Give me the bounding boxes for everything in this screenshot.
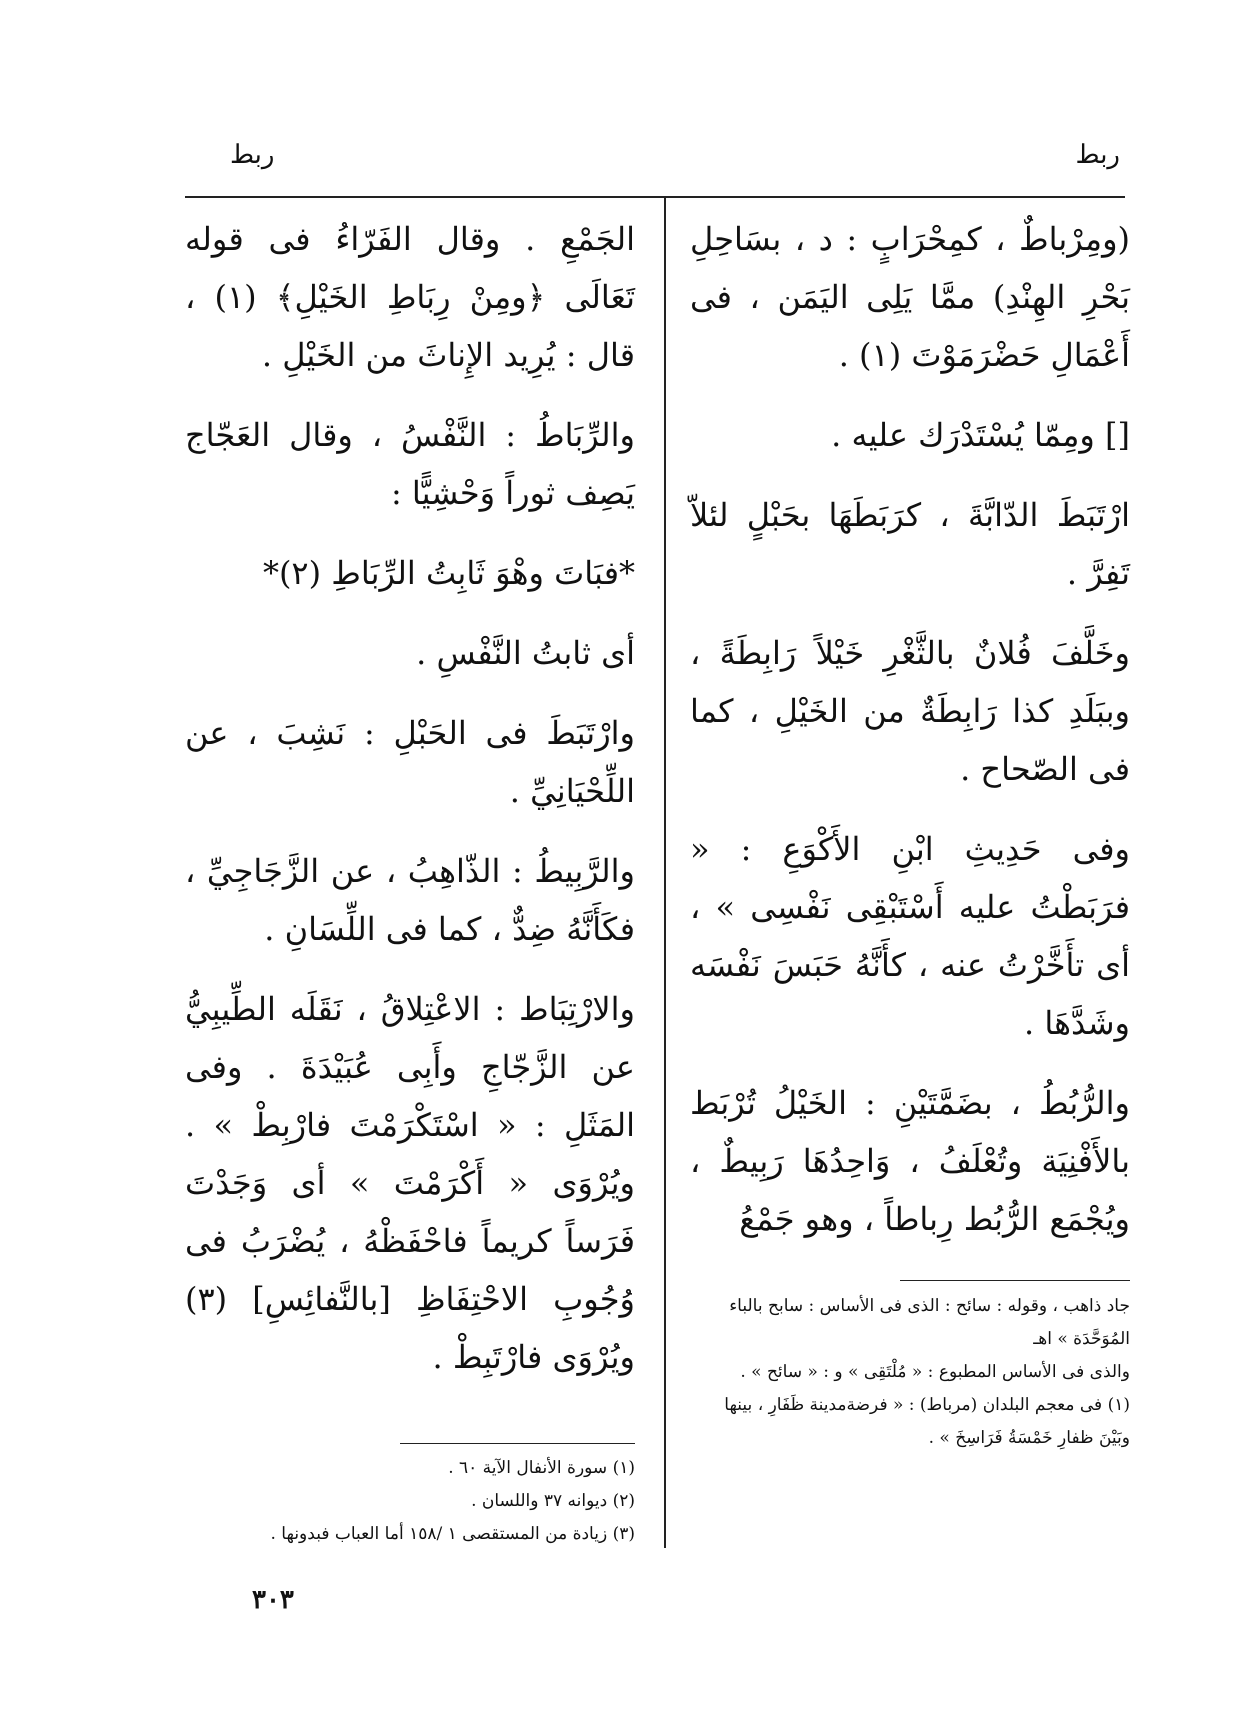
footnote-rule-right [900, 1280, 1130, 1281]
verse-line: *فبَاتَ وهْوَ ثَابِتُ الرِّبَاطِ (٢)* [262, 554, 635, 592]
footnote: (٢) ديوانه ٣٧ واللسان . [471, 1491, 635, 1511]
paragraph: وفى حَدِيثِ ابْنِ الأَكْوَعِ : « فرَبَطْتُ عليه أَسْتَبْقِى نَفْسِى » ، أى تأَخَّرْتُ عنه ، كأَنَّهُ حَبَسَ نَفْسَه وشَدَّهَا . [690, 830, 1130, 1042]
paragraph: والرَّبِيطُ : الذّاهِبُ ، عن الزَّجَاجِيِّ ، فكَأَنَّهُ ضِدٌّ ، كما فى اللِّسَانِ . [185, 852, 635, 948]
column-divider [664, 198, 666, 1548]
footnote: (٣) زيادة من المستقصى ١ /١٥٨ أما العباب فبدونها . [270, 1524, 635, 1544]
paragraph: والرُّبُطُ ، بضَمَّتَيْنِ : الخَيْلُ تُرْبَط بالأَفْنِيَة وتُعْلَفُ ، وَاحِدُهَا رَبِيطٌ ، ويُجْمَع الرُّبُط رِباطاً ، وهو جَمْعُ [690, 1084, 1130, 1238]
paragraph: (ومِرْباطٌ ، كمِحْرَابٍ : د ، بسَاحِلِ بَحْرِ الهِنْدِ) ممَّا يَلِى اليَمَن ، فى أَعْمَالِ حَضْرَمَوْتَ (١) . [690, 220, 1130, 374]
left-column [185, 210, 635, 1408]
footnote: (١) فى معجم البلدان (مرباط) : « فرضةمدينة ظَفَارِ ، بينها وبَيْنَ ظفارِ خَمْسَةُ فَرَاسِخَ » . [724, 1395, 1130, 1448]
paragraph: [] ومِمّا يُسْتَدْرَك عليه . [831, 416, 1130, 454]
footnotes-right [690, 1290, 1130, 1455]
footnote: والذى فى الأساس المطبوع : « مُلْتَقِى » و : « سائح » . [740, 1362, 1130, 1382]
right-column [690, 210, 1130, 1270]
paragraph: والرِّبَاطُ : النَّفْسُ ، وقال العَجّاج يَصِف ثوراً وَحْشِيًّا : [185, 416, 635, 512]
running-header-right: ربط [1075, 140, 1120, 170]
paragraph: وارْتَبَطَ فى الحَبْلِ : نَشِبَ ، عن اللِّحْيَانِيِّ . [185, 714, 635, 810]
paragraph: أى ثابتُ النَّفْسِ . [416, 634, 635, 672]
paragraph: وخَلَّفَ فُلانٌ بالثَّغْرِ خَيْلاً رَابِطَةً ، وببَلَدِ كذا رَابِطَةٌ من الخَيْلِ ، كما فى الصّحاح . [690, 634, 1130, 788]
footnote-rule-left [400, 1443, 635, 1444]
footnote: (١) سورة الأنفال الآية ٦٠ . [448, 1458, 635, 1478]
footnotes-left [195, 1452, 635, 1551]
header-rule [185, 196, 1125, 198]
paragraph: الجَمْعِ . وقال الفَرّاءُ فى قوله تَعَالَى ﴿ومِنْ رِبَاطِ الخَيْلِ﴾ (١) ، قال : يُرِيد الإِناثَ من الخَيْلِ . [185, 220, 636, 374]
paragraph: ارْتَبَطَ الدّابَّةَ ، كرَبَطَهَا بحَبْلٍ لئلاّ تَفِرَّ . [690, 496, 1130, 592]
running-header-left: ربط [230, 140, 275, 170]
page-number: ٣٠٣ [252, 1585, 294, 1615]
footnote: جاد ذاهب ، وقوله : سائح : الذى فى الأساس : سابح بالباء المُوَحَّدَة » اهـ [729, 1296, 1130, 1349]
paragraph: والارْتِبَاط : الاعْتِلاقُ ، نَقَلَه الطِّيبِيُّ عن الزَّجّاجِ وأَبِى عُبَيْدَةَ . وفى المَثَلِ : « اسْتَكْرَمْتَ فارْبِطْ » . ويُرْوَى « أَكْرَمْتَ » أى وَجَدْتَ فَرَساً كريماً فاحْفَظْهُ ، يُضْرَبُ فى وُجُوبِ الاحْتِفَاظِ [بالنَّفائِسِ] (٣) ويُرْوَى فارْتَبِطْ . [185, 990, 635, 1376]
